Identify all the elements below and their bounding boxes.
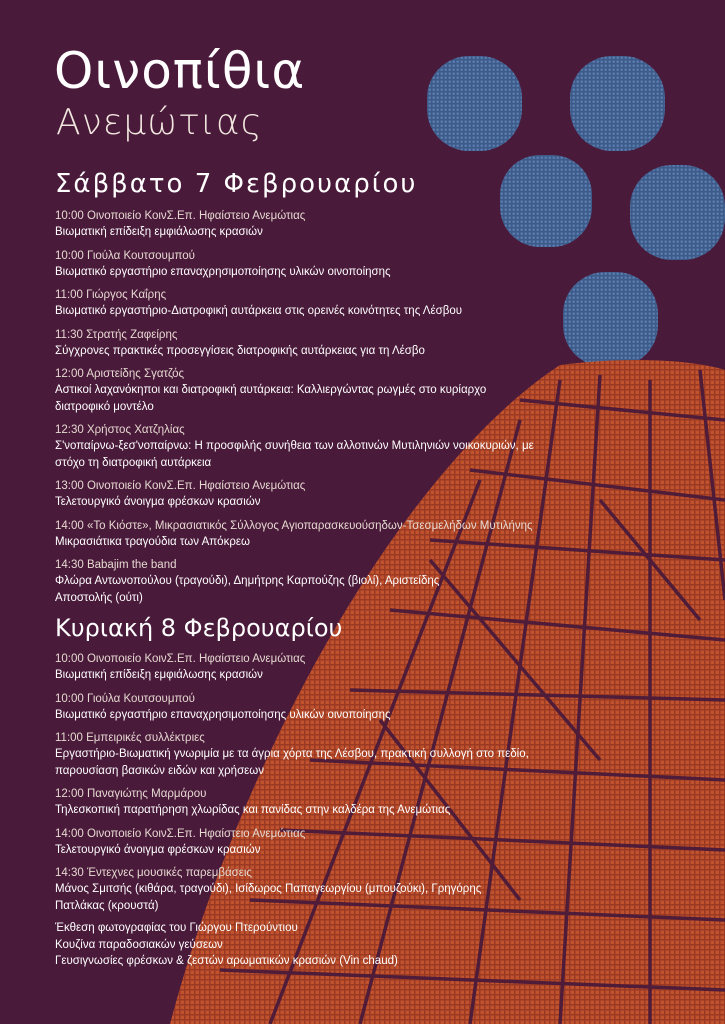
day-title-sunday: Κυριακή 8 Φεβρουαρίου [55, 614, 343, 642]
sunday-extras [55, 920, 695, 970]
item-meta: 10:00 Οινοποιείο ΚοινΣ.Επ. Ηφαίστειο Ανεμώτιας [55, 653, 306, 665]
item-title: Τηλεσκοπική παρατήρηση χλωρίδας και πανίδας στην καλδέρα της Ανεμώτιας [55, 804, 451, 816]
extra-item: Κουζίνα παραδοσιακών γεύσεων [55, 938, 223, 951]
item-meta: 12:00 Παναγιώτης Μαρμάρου [55, 788, 207, 800]
item-title: Τελετουργικό άνοιγμα φρέσκων κρασιών [55, 496, 261, 508]
schedule-item [55, 248, 695, 281]
item-meta: 14:30 Έντεχνες μουσικές παρεμβάσεις [55, 867, 252, 879]
schedule-item [55, 366, 695, 415]
extra-item: Έκθεση φωτογραφίας του Γιώργου Πτερούντιου [55, 922, 298, 934]
item-title: Εργαστήριο-Βιωματική γνωριμία με τα άγρια χόρτα της Λέσβου, πρακτική συλλογή στο πεδίο, παρουσίαση βασικών ειδών και χρήσεων [55, 748, 529, 777]
item-meta: 14:00 «Το Κιόστε», Μικρασιατικός Σύλλογος Αγιοπαρασκευούσηδων-Τσεσμελήδων Μυτιλήνης [55, 519, 533, 532]
item-meta: 11:30 Στρατής Ζαφείρης [55, 328, 178, 341]
extra-item: Γευσιγνωσίες φρέσκων & ζεστών αρωματικών κρασιών (Vin chaud) [55, 955, 398, 967]
item-meta: 10:00 Γιούλα Κουτσουμπού [55, 692, 195, 705]
saturday-schedule [55, 208, 695, 613]
item-meta: 14:00 Οινοποιείο ΚοινΣ.Επ. Ηφαίστειο Ανεμώτιας [55, 827, 306, 840]
schedule-item [55, 557, 695, 606]
item-title: Βιωματικό εργαστήριο επαναχρησιμοποίησης υλικών οινοποίησης [55, 265, 391, 278]
schedule-item [55, 478, 695, 511]
schedule-item [55, 208, 695, 241]
sunday-schedule [55, 651, 695, 921]
schedule-item [55, 691, 695, 724]
item-meta: 12:30 Χρήστος Χατζηλίας [55, 424, 185, 436]
schedule-item [55, 422, 695, 471]
item-title: Βιωματική επίδειξη εμφιάλωσης κρασιών [55, 669, 263, 681]
item-title: Βιωματικό εργαστήριο-Διατροφική αυτάρκεια στις ορεινές κοινότητες της Λέσβου [55, 305, 463, 317]
item-meta: 11:00 Εμπειρικές συλλέκτριες [55, 732, 205, 744]
schedule-item [55, 327, 695, 360]
item-title: Μικρασιάτικα τραγούδια των Απόκρεω [55, 535, 250, 548]
schedule-item [55, 651, 695, 684]
item-title: Σύγχρονες πρακτικές προσεγγίσεις διατροφικής αυτάρκειας για τη Λέσβο [55, 344, 425, 357]
item-meta: 10:00 Οινοποιείο ΚοινΣ.Επ. Ηφαίστειο Ανεμώτιας [55, 210, 306, 222]
item-title: Μάνος Σμιτσής (κιθάρα, τραγούδι), Ισίδωρος Παπαγεωργίου (μπουζούκι), Γρηγόρης Πατλάκας (κρουστά) [55, 883, 482, 912]
schedule-item [55, 287, 695, 320]
item-meta: 13:00 Οινοποιείο ΚοινΣ.Επ. Ηφαίστειο Ανεμώτιας [55, 480, 306, 492]
item-title: Φλώρα Αντωνοπούλου (τραγούδι), Δημήτρης Καρπούζης (βιολί), Αριστείδης Αποστολής (ούτι) [55, 575, 440, 604]
schedule-item [55, 730, 695, 779]
event-title: Οινοπίθια [54, 42, 306, 100]
item-meta: 10:00 Γιούλα Κουτσουμπού [55, 249, 195, 262]
schedule-item [55, 786, 695, 819]
item-meta: 12:00 Αριστείδης Σγατζός [55, 368, 185, 380]
item-title: Σ'νοπαίρνω-ξεσ'νοπαίρνω: Η προσφιλής συνήθεια των αλλοτινών Μυτιληνιών νοικοκυριών, με στόχο τη διατροφική αυτάρκεια [55, 440, 534, 469]
schedule-item [55, 518, 695, 551]
item-meta: 14:30 Babajim the band [55, 559, 177, 571]
schedule-item [55, 865, 695, 914]
item-meta: 11:00 Γιώργος Καΐρης [55, 289, 167, 301]
item-title: Βιωματική επίδειξη εμφιάλωσης κρασιών [55, 226, 263, 238]
item-title: Τελετουργικό άνοιγμα φρέσκων κρασιών [55, 843, 261, 856]
schedule-item [55, 826, 695, 859]
item-title: Βιωματικό εργαστήριο επαναχρησιμοποίησης υλικών οινοποίησης [55, 708, 391, 721]
item-title: Αστικοί λαχανόκηποι και διατροφική αυτάρκεια: Καλλιεργώντας ρωγμές στο κυρίαρχο διατροφικό μοντέλο [55, 384, 487, 413]
day-title-saturday: Σάββατο 7 Φεβρουαρίου [55, 169, 418, 199]
event-subtitle: Ανεμώτιας [56, 102, 263, 143]
